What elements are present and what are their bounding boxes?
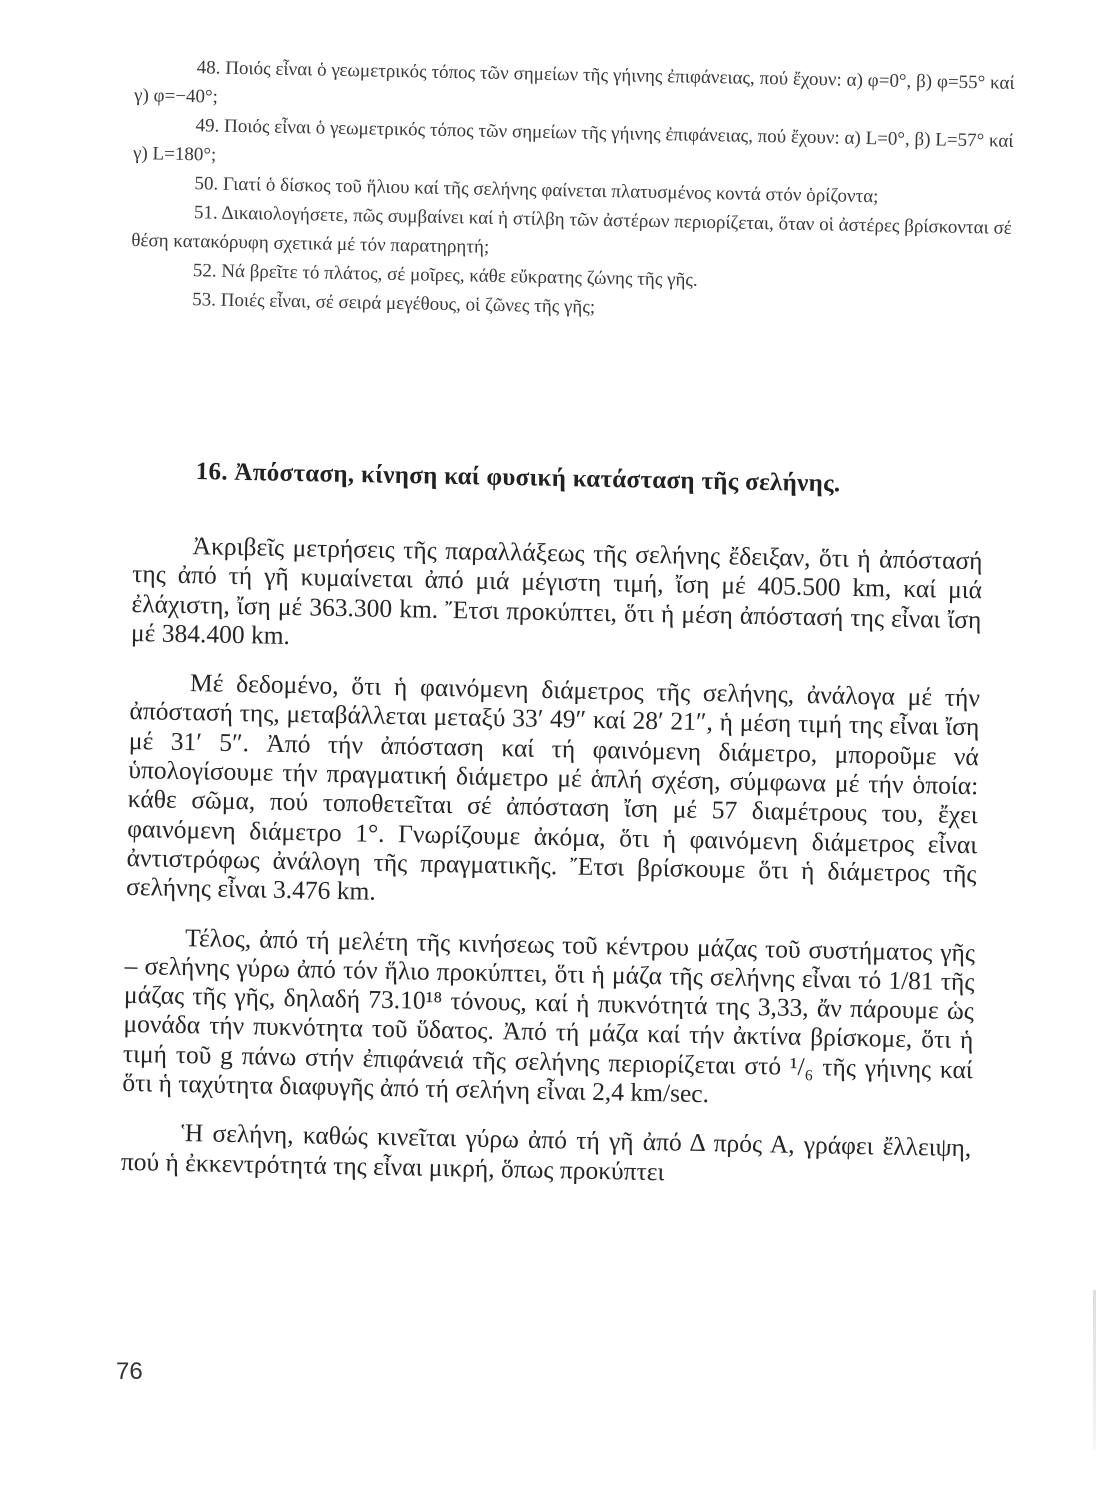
paragraph-mass: Τέλος, ἀπό τή μελέτη τῆς κινήσεως τοῦ κέντρου μάζας τοῦ συστήματος γῆς – σελήνης γύρω ἀπό τόν ἥλιο προκύπτει, ὅτι ἡ μάζα τῆς σελήνης εἶναι τό 1/81 τῆς μάζας τῆς γῆς, δηλαδή 73.10¹⁸ τόνους, καί ἡ πυκνότητά της 3,33, ἄν πάρουμε ὡς μονάδα τήν πυκνότητα τοῦ ὕδατος. Ἀπό τή μάζα καί τήν ἀκτίνα βρίσκομε, ὅτι ἡ τιμή τοῦ g πάνω στήν ἐπιφάνειά τῆς σελήνης περιορίζεται στό ¹/₆ τῆς γήινης καί ὅτι ἡ ταχύτητα διαφυγῆς ἀπό τή σελήνη εἶναι 2,4 km/sec. <box>122 922 976 1109</box>
question-52: 52. Νά βρεῖτε τό πλάτος, σέ μοῖρες, κάθε εὔκρατης ζώνης τῆς γῆς. <box>192 260 698 291</box>
paragraph-distance: Ἀκριβεῖς μετρήσεις τῆς παραλλάξεως τῆς σελήνης ἔδειξαν, ὅτι ἡ ἀπόστασή της ἀπό τή γῆ κυμαίνεται ἀπό μιά μέγιστη τιμή, ἴση μέ 405.500 km, καί μιά ἐλάχιστη, ἴση μέ 363.300 km. Ἔτσι προκύπτει, ὅτι ἡ μέση ἀπόστασή της εἶναι ἴση μέ 384.400 km. <box>130 531 983 650</box>
paragraph-orbit: Ἡ σελήνη, καθώς κινεῖται γύρω ἀπό τή γῆ ἀπό Δ πρός Α, γράφει ἔλλειψη, πού ἡ ἐκκεντρότητά της εἶναι μικρή, ὅπως προκύπτει <box>120 1118 972 1186</box>
question-51: 51. Δικαιολογήσετε, πῶς συμβαίνει καί ἡ στίλβη τῶν ἀστέρων περιορίζεται, ὅταν οἱ ἀστέρες βρίσκονται σέ θέση κατακόρυφη σχετικά μέ τόν παρατηρητή; <box>131 202 1012 258</box>
scan-edge-shadow <box>1093 1290 1096 1450</box>
section-heading: 16. Ἀπόσταση, κίνηση καί φυσική κατάσταση τῆς σελήνης. <box>195 458 841 498</box>
question-50: 50. Γιατί ὁ δίσκος τοῦ ἥλιου καί τῆς σελήνης φαίνεται πλατυσμένος κοντά στόν ὁρίζοντα; <box>194 173 879 208</box>
exercise-questions <box>130 52 1015 330</box>
paragraph-diameter: Μέ δεδομένο, ὅτι ἡ φαινόμενη διάμετρος τῆς σελήνης, ἀνάλογα μέ τήν ἀπόστασή της, μεταβάλλεται μεταξύ 33′ 49″ καί 28′ 21″, ἡ μέση τιμή της εἶναι ἴση μέ 31′ 5″. Ἀπό τήν ἀπόσταση καί τή φαινόμενη διάμετρο, μποροῦμε νά ὑπολογίσουμε τήν πραγματική διάμετρο μέ ἁπλή σχέση, σύμφωνα μέ τήν ὁποία: κάθε σῶμα, πού τοποθετεῖται σέ ἀπόσταση ἴση μέ 57 διαμέτρους του, ἔχει φαινόμενη διάμετρο 1°. Γνωρίζουμε ἀκόμα, ὅτι ἡ φαινόμενη διάμετρος εἶναι ἀντιστρόφως ἀνάλογη τῆς πραγματικῆς. Ἔτσι βρίσκουμε ὅτι ἡ διάμετρος τῆς σελήνης εἶναι 3.476 km. <box>125 668 981 906</box>
question-53: 53. Ποιές εἶναι, σέ σειρά μεγέθους, οἱ ζῶνες τῆς γῆς; <box>192 289 596 318</box>
page-number: 76 <box>116 1358 143 1385</box>
question-48: 48. Ποιός εἶναι ὁ γεωμετρικός τόπος τῶν σημείων τῆς γήινης ἐπιφάνειας, πού ἔχουν: α) φ=0°, β) φ=55° καί γ) φ=−40°; <box>133 57 1015 108</box>
question-49: 49. Ποιός εἶναι ὁ γεωμετρικός τόπος τῶν σημείων τῆς γήινης ἐπιφάνειας, πού ἔχουν: α) L=0°, β) L=57° καί γ) L=180°; <box>132 115 1014 166</box>
section-body <box>120 530 983 1212</box>
